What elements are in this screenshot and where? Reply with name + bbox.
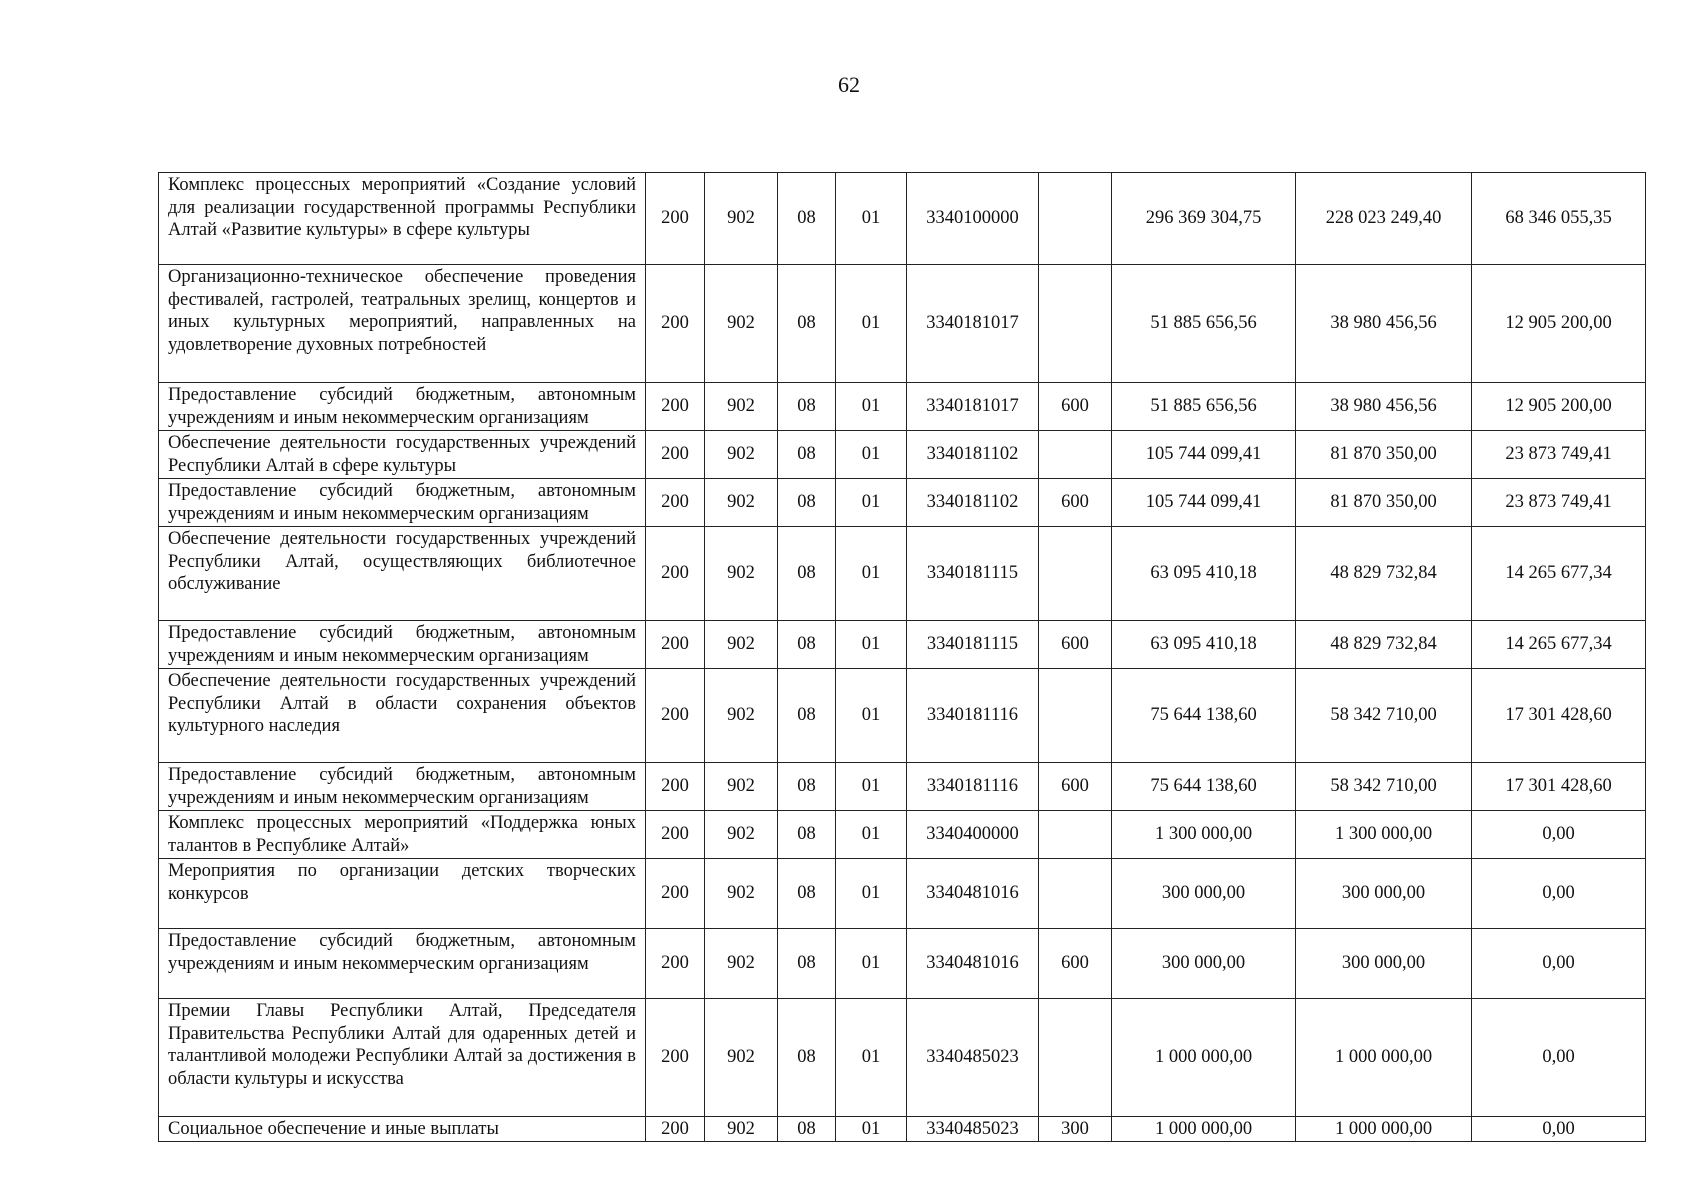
regional-amount-cell: 0,00 bbox=[1472, 929, 1646, 999]
description-cell: Мероприятия по организации детских творческих конкурсов bbox=[159, 859, 646, 929]
section-code-cell: 200 bbox=[646, 527, 705, 621]
ministry-code-cell: 902 bbox=[705, 763, 778, 811]
target-article-cell: 3340100000 bbox=[907, 173, 1039, 265]
target-article-cell: 3340485023 bbox=[907, 1117, 1039, 1142]
expense-type-cell bbox=[1039, 527, 1112, 621]
table-row bbox=[159, 929, 1646, 999]
chapter-code-cell: 08 bbox=[778, 999, 836, 1117]
table-row bbox=[159, 1117, 1646, 1142]
regional-amount-cell: 12 905 200,00 bbox=[1472, 265, 1646, 383]
section-code-cell: 200 bbox=[646, 479, 705, 527]
subchapter-code-cell: 01 bbox=[836, 811, 907, 859]
target-article-cell: 3340181102 bbox=[907, 479, 1039, 527]
target-article-cell: 3340181102 bbox=[907, 431, 1039, 479]
table-row bbox=[159, 763, 1646, 811]
description-cell: Предоставление субсидий бюджетным, автономным учреждениям и иным некоммерческим организациям bbox=[159, 929, 646, 999]
description-cell: Комплекс процессных мероприятий «Поддержка юных талантов в Республике Алтай» bbox=[159, 811, 646, 859]
subchapter-code-cell: 01 bbox=[836, 431, 907, 479]
chapter-code-cell: 08 bbox=[778, 383, 836, 431]
target-article-cell: 3340400000 bbox=[907, 811, 1039, 859]
total-amount-cell: 300 000,00 bbox=[1112, 929, 1296, 999]
section-code-cell: 200 bbox=[646, 1117, 705, 1142]
expense-type-cell bbox=[1039, 811, 1112, 859]
description-cell: Организационно-техническое обеспечение проведения фестивалей, гастролей, театральных зрелищ, концертов и иных культурных мероприятий, направленных на удовлетворение духовных потребностей bbox=[159, 265, 646, 383]
total-amount-cell: 75 644 138,60 bbox=[1112, 669, 1296, 763]
chapter-code-cell: 08 bbox=[778, 265, 836, 383]
subchapter-code-cell: 01 bbox=[836, 1117, 907, 1142]
regional-amount-cell: 0,00 bbox=[1472, 999, 1646, 1117]
subchapter-code-cell: 01 bbox=[836, 999, 907, 1117]
subchapter-code-cell: 01 bbox=[836, 383, 907, 431]
table-row bbox=[159, 859, 1646, 929]
total-amount-cell: 105 744 099,41 bbox=[1112, 431, 1296, 479]
subchapter-code-cell: 01 bbox=[836, 669, 907, 763]
table-body bbox=[159, 173, 1646, 1142]
subchapter-code-cell: 01 bbox=[836, 265, 907, 383]
total-amount-cell: 105 744 099,41 bbox=[1112, 479, 1296, 527]
target-article-cell: 3340481016 bbox=[907, 929, 1039, 999]
expense-type-cell bbox=[1039, 669, 1112, 763]
federal-amount-cell: 300 000,00 bbox=[1296, 859, 1472, 929]
subchapter-code-cell: 01 bbox=[836, 763, 907, 811]
target-article-cell: 3340181115 bbox=[907, 527, 1039, 621]
federal-amount-cell: 81 870 350,00 bbox=[1296, 479, 1472, 527]
ministry-code-cell: 902 bbox=[705, 479, 778, 527]
chapter-code-cell: 08 bbox=[778, 763, 836, 811]
subchapter-code-cell: 01 bbox=[836, 929, 907, 999]
description-cell: Социальное обеспечение и иные выплаты bbox=[159, 1117, 646, 1142]
total-amount-cell: 1 300 000,00 bbox=[1112, 811, 1296, 859]
total-amount-cell: 51 885 656,56 bbox=[1112, 383, 1296, 431]
table-row bbox=[159, 173, 1646, 265]
target-article-cell: 3340485023 bbox=[907, 999, 1039, 1117]
description-cell: Предоставление субсидий бюджетным, автономным учреждениям и иным некоммерческим организациям bbox=[159, 763, 646, 811]
expense-type-cell: 600 bbox=[1039, 929, 1112, 999]
section-code-cell: 200 bbox=[646, 383, 705, 431]
table-row bbox=[159, 621, 1646, 669]
federal-amount-cell: 48 829 732,84 bbox=[1296, 621, 1472, 669]
section-code-cell: 200 bbox=[646, 431, 705, 479]
table-row bbox=[159, 669, 1646, 763]
federal-amount-cell: 38 980 456,56 bbox=[1296, 383, 1472, 431]
subchapter-code-cell: 01 bbox=[836, 173, 907, 265]
target-article-cell: 3340181116 bbox=[907, 763, 1039, 811]
subchapter-code-cell: 01 bbox=[836, 621, 907, 669]
federal-amount-cell: 38 980 456,56 bbox=[1296, 265, 1472, 383]
regional-amount-cell: 23 873 749,41 bbox=[1472, 431, 1646, 479]
chapter-code-cell: 08 bbox=[778, 173, 836, 265]
target-article-cell: 3340181115 bbox=[907, 621, 1039, 669]
expense-type-cell bbox=[1039, 859, 1112, 929]
table-row bbox=[159, 265, 1646, 383]
ministry-code-cell: 902 bbox=[705, 527, 778, 621]
regional-amount-cell: 0,00 bbox=[1472, 859, 1646, 929]
table-row bbox=[159, 811, 1646, 859]
section-code-cell: 200 bbox=[646, 763, 705, 811]
regional-amount-cell: 68 346 055,35 bbox=[1472, 173, 1646, 265]
table-row bbox=[159, 383, 1646, 431]
table-row bbox=[159, 527, 1646, 621]
target-article-cell: 3340181017 bbox=[907, 383, 1039, 431]
section-code-cell: 200 bbox=[646, 999, 705, 1117]
expense-type-cell: 600 bbox=[1039, 383, 1112, 431]
expense-type-cell bbox=[1039, 265, 1112, 383]
chapter-code-cell: 08 bbox=[778, 929, 836, 999]
total-amount-cell: 63 095 410,18 bbox=[1112, 621, 1296, 669]
total-amount-cell: 300 000,00 bbox=[1112, 859, 1296, 929]
federal-amount-cell: 1 000 000,00 bbox=[1296, 999, 1472, 1117]
section-code-cell: 200 bbox=[646, 173, 705, 265]
ministry-code-cell: 902 bbox=[705, 1117, 778, 1142]
federal-amount-cell: 300 000,00 bbox=[1296, 929, 1472, 999]
federal-amount-cell: 1 300 000,00 bbox=[1296, 811, 1472, 859]
ministry-code-cell: 902 bbox=[705, 383, 778, 431]
regional-amount-cell: 0,00 bbox=[1472, 811, 1646, 859]
expense-type-cell: 600 bbox=[1039, 763, 1112, 811]
chapter-code-cell: 08 bbox=[778, 621, 836, 669]
total-amount-cell: 75 644 138,60 bbox=[1112, 763, 1296, 811]
ministry-code-cell: 902 bbox=[705, 859, 778, 929]
federal-amount-cell: 228 023 249,40 bbox=[1296, 173, 1472, 265]
expense-type-cell bbox=[1039, 173, 1112, 265]
federal-amount-cell: 81 870 350,00 bbox=[1296, 431, 1472, 479]
federal-amount-cell: 58 342 710,00 bbox=[1296, 669, 1472, 763]
section-code-cell: 200 bbox=[646, 811, 705, 859]
ministry-code-cell: 902 bbox=[705, 265, 778, 383]
description-cell: Комплекс процессных мероприятий «Создание условий для реализации государственной программы Республики Алтай «Развитие культуры» в сфере культуры bbox=[159, 173, 646, 265]
ministry-code-cell: 902 bbox=[705, 929, 778, 999]
subchapter-code-cell: 01 bbox=[836, 527, 907, 621]
description-cell: Обеспечение деятельности государственных учреждений Республики Алтай, осуществляющих библиотечное обслуживание bbox=[159, 527, 646, 621]
ministry-code-cell: 902 bbox=[705, 173, 778, 265]
section-code-cell: 200 bbox=[646, 621, 705, 669]
target-article-cell: 3340181017 bbox=[907, 265, 1039, 383]
chapter-code-cell: 08 bbox=[778, 669, 836, 763]
target-article-cell: 3340481016 bbox=[907, 859, 1039, 929]
subchapter-code-cell: 01 bbox=[836, 479, 907, 527]
total-amount-cell: 51 885 656,56 bbox=[1112, 265, 1296, 383]
ministry-code-cell: 902 bbox=[705, 621, 778, 669]
total-amount-cell: 1 000 000,00 bbox=[1112, 1117, 1296, 1142]
chapter-code-cell: 08 bbox=[778, 811, 836, 859]
description-cell: Обеспечение деятельности государственных учреждений Республики Алтай в сфере культуры bbox=[159, 431, 646, 479]
description-cell: Премии Главы Республики Алтай, Председателя Правительства Республики Алтай для одаренных детей и талантливой молодежи Республики Алтай за достижения в области культуры и искусства bbox=[159, 999, 646, 1117]
chapter-code-cell: 08 bbox=[778, 1117, 836, 1142]
section-code-cell: 200 bbox=[646, 859, 705, 929]
chapter-code-cell: 08 bbox=[778, 479, 836, 527]
regional-amount-cell: 17 301 428,60 bbox=[1472, 669, 1646, 763]
federal-amount-cell: 48 829 732,84 bbox=[1296, 527, 1472, 621]
section-code-cell: 200 bbox=[646, 265, 705, 383]
ministry-code-cell: 902 bbox=[705, 811, 778, 859]
regional-amount-cell: 0,00 bbox=[1472, 1117, 1646, 1142]
expense-type-cell bbox=[1039, 431, 1112, 479]
expense-type-cell: 600 bbox=[1039, 621, 1112, 669]
chapter-code-cell: 08 bbox=[778, 859, 836, 929]
section-code-cell: 200 bbox=[646, 929, 705, 999]
table-row bbox=[159, 431, 1646, 479]
regional-amount-cell: 14 265 677,34 bbox=[1472, 527, 1646, 621]
expense-type-cell bbox=[1039, 999, 1112, 1117]
description-cell: Обеспечение деятельности государственных учреждений Республики Алтай в области сохранения объектов культурного наследия bbox=[159, 669, 646, 763]
section-code-cell: 200 bbox=[646, 669, 705, 763]
chapter-code-cell: 08 bbox=[778, 431, 836, 479]
target-article-cell: 3340181116 bbox=[907, 669, 1039, 763]
regional-amount-cell: 23 873 749,41 bbox=[1472, 479, 1646, 527]
total-amount-cell: 63 095 410,18 bbox=[1112, 527, 1296, 621]
ministry-code-cell: 902 bbox=[705, 431, 778, 479]
ministry-code-cell: 902 bbox=[705, 999, 778, 1117]
budget-table bbox=[158, 172, 1646, 1142]
total-amount-cell: 296 369 304,75 bbox=[1112, 173, 1296, 265]
regional-amount-cell: 17 301 428,60 bbox=[1472, 763, 1646, 811]
page-number: 62 bbox=[838, 72, 860, 97]
table-row bbox=[159, 479, 1646, 527]
federal-amount-cell: 1 000 000,00 bbox=[1296, 1117, 1472, 1142]
description-cell: Предоставление субсидий бюджетным, автономным учреждениям и иным некоммерческим организациям bbox=[159, 621, 646, 669]
chapter-code-cell: 08 bbox=[778, 527, 836, 621]
regional-amount-cell: 12 905 200,00 bbox=[1472, 383, 1646, 431]
expense-type-cell: 600 bbox=[1039, 479, 1112, 527]
ministry-code-cell: 902 bbox=[705, 669, 778, 763]
description-cell: Предоставление субсидий бюджетным, автономным учреждениям и иным некоммерческим организациям bbox=[159, 479, 646, 527]
description-cell: Предоставление субсидий бюджетным, автономным учреждениям и иным некоммерческим организациям bbox=[159, 383, 646, 431]
federal-amount-cell: 58 342 710,00 bbox=[1296, 763, 1472, 811]
expense-type-cell: 300 bbox=[1039, 1117, 1112, 1142]
table-row bbox=[159, 999, 1646, 1117]
total-amount-cell: 1 000 000,00 bbox=[1112, 999, 1296, 1117]
regional-amount-cell: 14 265 677,34 bbox=[1472, 621, 1646, 669]
subchapter-code-cell: 01 bbox=[836, 859, 907, 929]
